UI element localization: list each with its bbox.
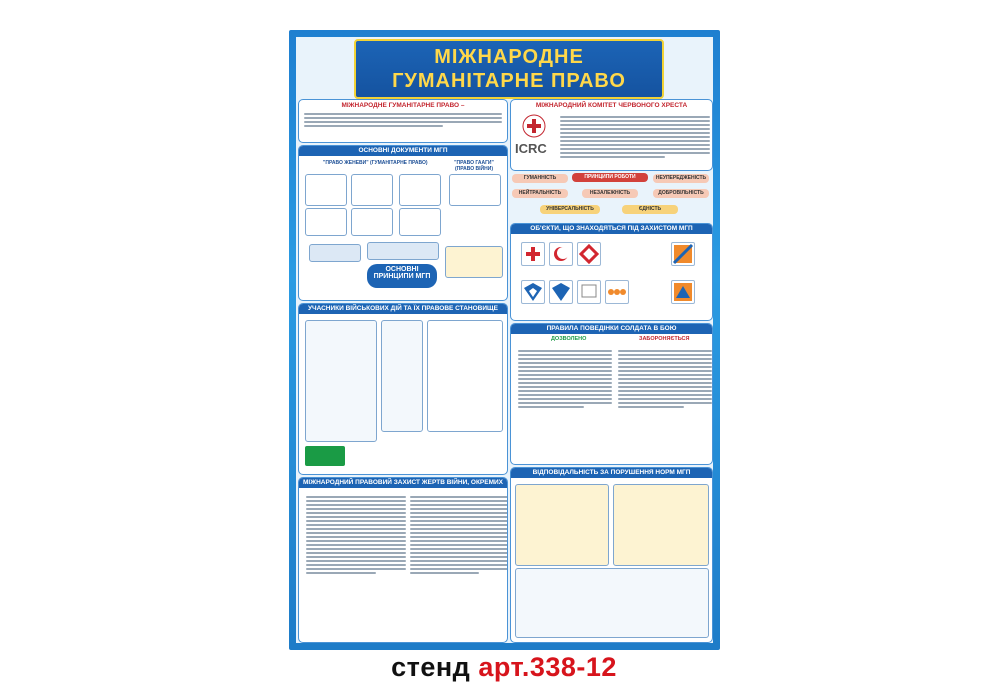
geneva-convention-badge: [305, 446, 345, 466]
ihl-definition-title: МІЖНАРОДНЕ ГУМАНІТАРНЕ ПРАВО –: [341, 102, 465, 109]
protected-objects-panel: [510, 223, 713, 321]
poster-title-line2: ГУМАНІТАРНЕ ПРАВО: [392, 70, 626, 92]
icrc-panel: [510, 99, 713, 171]
doc-box: [449, 174, 501, 206]
principles-work-block: [510, 173, 711, 221]
doc-box: [351, 208, 393, 236]
participants-column: [305, 320, 377, 442]
participants-column: [427, 320, 503, 432]
red-crescent-icon: [549, 242, 573, 266]
doc-box: [351, 174, 393, 206]
principle-voluntary: ДОБРОВІЛЬНІСТЬ: [653, 189, 709, 198]
principle-box: [445, 246, 503, 278]
hague-law-label: "ПРАВО ГААГИ" (ПРАВО ВІЙНИ): [454, 160, 494, 172]
victims-protection-panel: [298, 477, 508, 643]
footer-article: арт.338-12: [478, 652, 617, 682]
responsibility-panel: [510, 467, 713, 643]
victims-protection-title: МІЖНАРОДНИЙ ПРАВОВИЙ ЗАХИСТ ЖЕРТВ ВІЙНИ, ОКРЕМИХ ОБ'ЄКТІВ ТА Н.: [299, 478, 507, 488]
principles-work-label: ПРИНЦИПИ РОБОТИ: [572, 173, 648, 182]
responsibility-title: ВІДПОВІДАЛЬНІСТЬ ЗА ПОРУШЕННЯ НОРМ МГП: [511, 468, 712, 478]
responsibility-box: [515, 568, 709, 638]
participants-title: УЧАСНИКИ ВІЙСЬКОВИХ ДІЙ ТА ЇХ ПРАВОВЕ СТАНОВИЩЕ: [299, 304, 507, 314]
responsibility-box: [515, 484, 609, 566]
icrc-logo-text: ICRC: [515, 141, 547, 156]
red-crystal-icon: [577, 242, 601, 266]
rules-forbidden-label: ЗАБОРОНЯЄТЬСЯ: [639, 336, 690, 342]
principle-unity: ЄДНІСТЬ: [622, 205, 678, 214]
poster-title-box: [354, 39, 664, 99]
poster-title-line1: МІЖНАРОДНЕ: [434, 46, 584, 68]
neutral-zone-icon: [671, 242, 695, 266]
principle-humanity: ГУМАННІСТЬ: [512, 174, 568, 183]
protected-objects-title: ОБ'ЄКТИ, ЩО ЗНАХОДЯТЬСЯ ПІД ЗАХИСТОМ МГП: [511, 224, 712, 234]
principle-independence: НЕЗАЛЕЖНІСТЬ: [582, 189, 638, 198]
principle-impartiality: НЕУПЕРЕДЖЕНІСТЬ: [653, 174, 709, 183]
footer-caption: [0, 652, 1008, 683]
red-cross-emblem-icon: [521, 242, 545, 266]
responsibility-box: [613, 484, 709, 566]
special-protection-icon: [549, 280, 573, 304]
geneva-law-label: "ПРАВО ЖЕНЕВИ" (ГУМАНІТАРНЕ ПРАВО): [323, 160, 428, 166]
rules-allowed-label: ДОЗВОЛЕНО: [551, 336, 587, 342]
white-flag-icon: [577, 280, 601, 304]
poster: [289, 30, 720, 650]
participants-panel: [298, 303, 508, 475]
icrc-title: МІЖНАРОДНИЙ КОМІТЕТ ЧЕРВОНОГО ХРЕСТА: [535, 102, 688, 109]
principle-universality: УНІВЕРСАЛЬНІСТЬ: [540, 205, 600, 214]
dangerous-forces-icon: [605, 280, 629, 304]
principle-box: [367, 242, 439, 260]
poster-body: [296, 37, 713, 643]
red-cross-icon: [521, 114, 547, 138]
doc-box: [399, 208, 441, 236]
footer-label: стенд: [391, 652, 471, 682]
civil-defense-icon: [671, 280, 695, 304]
basic-principles-badge: ОСНОВНІ ПРИНЦИПИ МГП: [367, 264, 437, 288]
documents-panel: [298, 145, 508, 301]
doc-box: [305, 174, 347, 206]
documents-title: ОСНОВНІ ДОКУМЕНТИ МГП: [299, 146, 507, 156]
rules-title: ПРАВИЛА ПОВЕДІНКИ СОЛДАТА В БОЮ: [511, 324, 712, 334]
doc-box: [305, 208, 347, 236]
rules-panel: [510, 323, 713, 465]
principle-box: [309, 244, 361, 262]
principle-neutrality: НЕЙТРАЛЬНІСТЬ: [512, 189, 568, 198]
participants-column: [381, 320, 423, 432]
doc-box: [399, 174, 441, 206]
ihl-definition-panel: [298, 99, 508, 143]
cultural-property-icon: [521, 280, 545, 304]
